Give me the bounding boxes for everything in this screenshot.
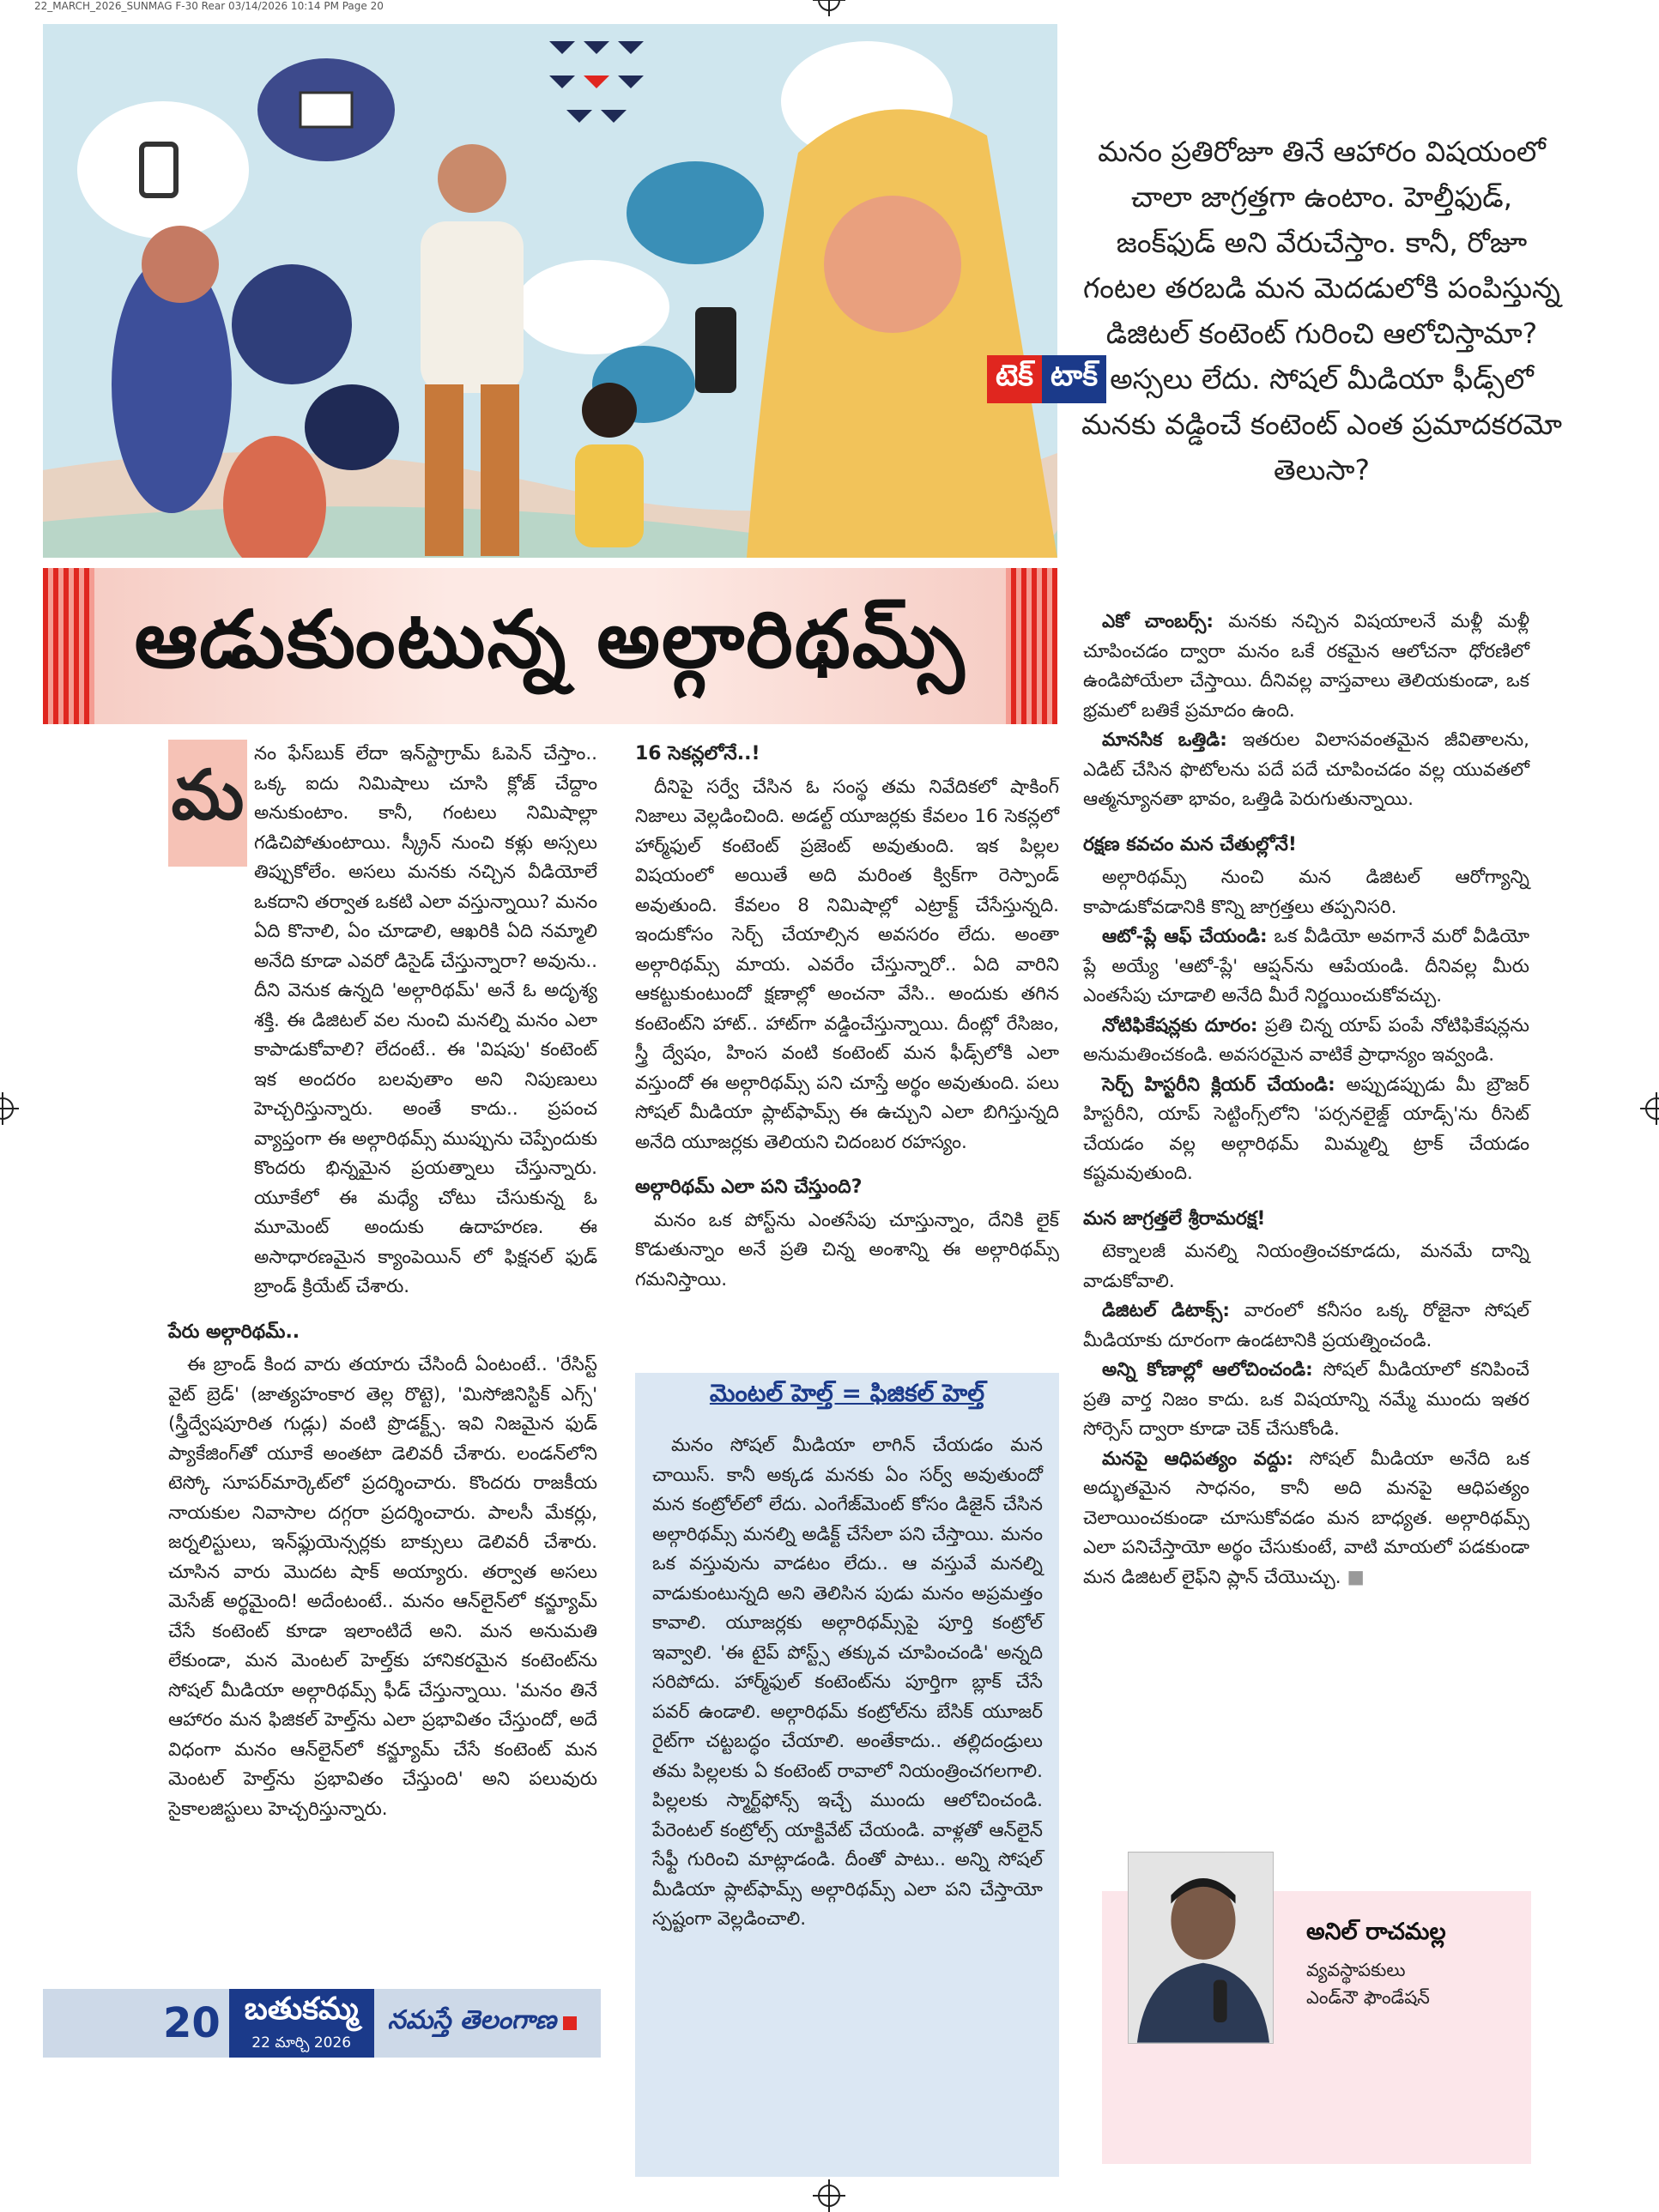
newspaper-name: నమస్తే తెలంగాణ bbox=[387, 2005, 557, 2035]
column-1 bbox=[168, 740, 597, 1824]
col3-bold-10: మనపై ఆధిపత్యం వద్దు: bbox=[1102, 1447, 1294, 1470]
col2-paragraph-1: దీనిపై సర్వే చేసిన ఓ సంస్థ తమ నివేదికలో షాకింగ్ నిజాలు వెల్లడించింది. అడల్ట్ యూజర్లకు కేవలం 16 సెకన్లలో హార్మ్‌ఫుల్ కంటెంట్ ప్రజెంట్ అవుతుంది. ఇక పిల్లల విషయంలో అయితే అది మరింత క్విక్‌గా రెస్పాండ్ అవుతుంది. కేవలం 8 నిమిషాల్లో ఎట్రాక్ట్ చేసేస్తున్నది. ఇందుకోసం సెర్చ్ చేయాల్సిన అవసరం లేదు. అంతా అల్గారిథమ్స్ మాయ. ఎవరేం చేస్తున్నారో.. ఏది వారిని ఆకట్టుకుంటుందో క్షణాల్లో అంచనా వేసి.. అందుకు తగిన కంటెంట్‌ని హాట్.. హాట్‌గా వడ్డించేస్తున్నాయి. దీంట్లో రేసిజం, స్త్రీ ద్వేషం, హింస వంటి కంటెంట్ మన ఫీడ్స్‌లోకి ఎలా వస్తుందో ఈ అల్గారిథమ్స్ పని చూస్తే అర్థం అవుతుంది. పలు సోషల్ మీడియా ప్లాట్‌ఫామ్స్ ఈ ఉచ్చుని ఎలా బిగిస్తున్నది అనేది యూజర్లకు తెలియని చిదంబర రహస్యం. bbox=[635, 776, 1059, 1153]
col3-text-2: ఇతరుల విలాసవంతమైన జీవితాలను, ఎడిట్ చేసిన ఫొటోలను పదే పదే చూపించడం వల్ల యువతలో ఆత్మన్యూనతా భావం, ఒత్తిడి పెరుగుతున్నాయి. bbox=[1083, 729, 1529, 810]
hero-illustration bbox=[43, 24, 1057, 558]
page-number: 20 bbox=[163, 1999, 221, 2047]
footer-folio bbox=[43, 1989, 601, 2058]
col3-text-5: ప్రతి చిన్న యాప్ పంపే నోటిఫికేషన్లను అనుమతించకండి. అవసరమైన వాటికే ప్రాధాన్యం ఇవ్వండి. bbox=[1083, 1014, 1529, 1066]
title-band bbox=[43, 568, 1057, 724]
col3-text-7: టెక్నాలజీ మనల్ని నియంత్రించకూడదు, మనమే దాన్ని వాడుకోవాలి. bbox=[1083, 1241, 1529, 1292]
col3-text-8: వారంలో కనీసం ఒక్క రోజైనా సోషల్ మీడియాకు దూరంగా ఉండటానికి ప్రయత్నించండి. bbox=[1083, 1300, 1529, 1351]
title-stripes-right bbox=[1006, 568, 1057, 724]
box-paragraph: మనం సోషల్ మీడియా లాగిన్ చేయడం మన చాయిస్. కానీ అక్కడ మనకు ఏం సర్వ్ అవుతుందో మన కంట్రోల్‌లో లేదు. ఎంగేజ్‌మెంట్ కోసం డిజైన్ చేసిన అల్గారిథమ్స్ మనల్ని అడిక్ట్ చేసేలా పని చేస్తాయి. మనం ఒక వస్తువును వాడటం లేదు.. ఆ వస్తువే మనల్ని వాడుకుంటున్నది అని తెలిసిన పుడు మనం అప్రమత్తం కావాలి. యూజర్లకు అల్గారిథమ్స్‌పై పూర్తి కంట్రోల్ ఇవ్వాలి. 'ఈ టైప్ పోస్ట్స్ తక్కువ చూపించండి' అన్నది సరిపోదు. హార్మ్‌ఫుల్ కంటెంట్‌ను పూర్తిగా బ్లాక్ చేసే పవర్ ఉండాలి. అల్గారిథమ్ కంట్రోల్‌ను బేసిక్ యూజర్ రైట్‌గా చట్టబద్ధం చేయాలి. అంతేకాదు.. తల్లిదండ్రులు తమ పిల్లలకు ఏ కంటెంట్ రావాలో నియంత్రించగలగాలి. పిల్లలకు స్మార్ట్‌ఫోన్స్ ఇచ్చే ముందు ఆలోచించండి. పేరెంటల్ కంట్రోల్స్ యాక్టివేట్ చేయండి. వాళ్లతో ఆన్‌లైన్ సేఫ్టీ గురించి మాట్లాడండి. దీంతో పాటు.. అన్ని సోషల్ మీడియా ప్లాట్‌ఫామ్స్ అల్గారిథమ్స్ ఎలా పని చేస్తాయో స్పష్టంగా వెల్లడించాలి. bbox=[652, 1435, 1043, 1930]
col3-bold-9: అన్ని కోణాల్లో ఆలోచించండి: bbox=[1102, 1359, 1313, 1381]
col2-paragraph-2: మనం ఒక పోస్ట్‌ను ఎంతసేపు చూస్తున్నాం, దేనికి లైక్ కొడుతున్నాం అనే ప్రతి చిన్న అంశాన్ని ఈ అల్గారిథమ్స్ గమనిస్తాయి. bbox=[635, 1209, 1059, 1290]
article-title: ఆడుకుంటున్న అల్గారిథమ్స్ bbox=[134, 594, 966, 686]
publication-block bbox=[229, 1989, 374, 2058]
registration-mark-icon bbox=[1645, 1097, 1659, 1120]
end-mark-icon: ■ bbox=[1347, 1566, 1365, 1588]
col3-text-4: ఒక వీడియో అవగానే మరో వీడియో ప్లే అయ్యే 'ఆటో-ప్లే' ఆప్షన్‌ను ఆపేయండి. దీనివల్ల మీరు ఎంతసేపు చూడాలి అనేది మీరే నిర్ణయించుకోవచ్చు. bbox=[1083, 926, 1529, 1006]
col3-heading-3: రక్షణ కవచం మన చేతుల్లోనే! bbox=[1083, 833, 1297, 855]
author-role bbox=[1306, 1956, 1430, 2011]
col2-heading-1: 16 సెకన్లలోనే..! bbox=[635, 743, 760, 765]
registration-mark-icon bbox=[818, 0, 840, 11]
col1-paragraph-2: ఈ బ్రాండ్ కింద వారు తయారు చేసిందీ ఏంటంటే.. 'రేసిస్ట్ వైట్ బ్రెడ్' (జాత్యహంకార తెల్ల రొట్టె), 'మిసోజినిస్టిక్ ఎగ్స్' (స్త్రీద్వేషపూరిత గుడ్లు) వంటి ప్రొడక్ట్స్. ఇవి నిజమైన ఫుడ్ ప్యాకేజింగ్‌తో యూకే అంతటా డెలివరీ చేశారు. లండన్‌లోని టెస్కో సూపర్‌మార్కెట్‌లో ప్రదర్శించారు. కొందరు రాజకీయ నాయకుల నివాసాల దగ్గరా ప్రదర్శించారు. పాలసీ మేకర్లు, జర్నలిస్టులు, ఇన్‌ఫ్లుయెన్సర్లకు బాక్సులు డెలివరీ చేశారు. చూసిన వారు మొదట షాక్ అయ్యారు. తర్వాత అసలు మెసేజ్ అర్థమైంది! అదేంటంటే.. మనం ఆన్‌లైన్‌లో కన్జ్యూమ్ చేసే కంటెంట్ కూడా ఇలాంటిదే అని. మన అనుమతి లేకుండా, మన మెంటల్ హెల్త్‌కు హానికరమైన కంటెంట్‌ను సోషల్ మీడియా అల్గారిథమ్స్ ఫీడ్ చేస్తున్నాయి. 'మనం తినే ఆహారం మన ఫిజికల్ హెల్త్‌ను ఎలా ప్రభావితం చేస్తుందో, అదే విధంగా మనం ఆన్‌లైన్‌లో కన్జ్యూమ్ చేసే కంటెంట్ మన మెంటల్ హెల్త్‌ను ప్రభావితం చేస్తుంది' అని పలువురు సైకాలజిస్టులు హెచ్చరిస్తున్నారు. bbox=[168, 1354, 597, 1820]
box-text bbox=[652, 1431, 1043, 1935]
col1-heading-2: పేరు అల్గారిథమ్.. bbox=[168, 1321, 300, 1343]
registration-mark-icon bbox=[0, 1097, 14, 1120]
col3-text-6: అప్పుడప్పుడు మీ బ్రౌజర్ హిస్టరీని, యాప్ సెట్టింగ్స్‌లోని 'పర్సనలైజ్డ్ యాడ్స్'ను రీసెట్ చేయడం వల్ల అల్గారిథమ్ మిమ్మల్ని ట్రాక్ చేయడం కష్టమవుతుంది. bbox=[1083, 1073, 1529, 1184]
author-role-line-1: వ్యవస్థాపకులు bbox=[1306, 1960, 1406, 1980]
col3-bold-2: మానసిక ఒత్తిడి: bbox=[1102, 729, 1227, 751]
col1-paragraph-1: నం ఫేస్‌బుక్ లేదా ఇన్‌స్టాగ్రామ్ ఓపెన్ చేస్తాం.. ఒక్క ఐదు నిమిషాలు చూసి క్లోజ్ చేద్దాం అనుకుంటాం. కానీ, గంటలు నిమిషాల్లా గడిచిపోతుంటాయి. స్క్రీన్ నుంచి కళ్లు అస్సలు తిప్పుకోలేం. అసలు మనకు నచ్చిన వీడియోలే ఒకదాని తర్వాత ఒకటి ఎలా వస్తున్నాయి? మనం ఏది కొనాలి, ఏం చూడాలి, ఆఖరికి ఏది నమ్మాలి అనేది కూడా ఎవరో డిసైడ్ చేస్తున్నారా? అవును.. దీని వెనుక ఉన్నది 'అల్గారిథమ్' అనే ఓ అదృశ్య శక్తి. ఈ డిజిటల్ వల నుంచి మనల్ని మనం ఎలా కాపాడుకోవాలి? లేదంటే.. ఈ 'విషపు' కంటెంట్ ఇక అందరం బలవుతాం అని నిపుణులు హెచ్చరిస్తున్నారు. అంతే కాదు.. ప్రపంచ వ్యాప్తంగా ఈ అల్గారిథమ్స్ ముప్పును చెప్పేందుకు కొందరు భిన్నమైన ప్రయత్నాలు చేస్తున్నారు. యూకేలో ఈ మధ్యే చోటు చేసుకున్న ఓ మూమెంట్ అందుకు ఉదాహరణ. ఈ అసాధారణమైన క్యాంపెయిన్ లో ఫిక్షనల్ ఫుడ్ బ్రాండ్ క్రియేట్ చేశారు. bbox=[254, 743, 598, 1297]
col3-text-9: సోషల్ మీడియాలో కనిపించే ప్రతి వార్త నిజం కాదు. ఒక విషయాన్ని నమ్మే ముందు ఇతర సోర్సెస్ ద్వారా కూడా చెక్ చేసుకోండి. bbox=[1083, 1359, 1529, 1440]
col3-bold-6: సెర్చ్ హిస్టరీని క్లియర్ చేయండి: bbox=[1102, 1073, 1335, 1096]
section-tag-part1: టెక్ bbox=[987, 355, 1042, 403]
author-role-line-2: ఎండ్‌నౌ ఫౌండేషన్ bbox=[1306, 1987, 1430, 2008]
registration-mark-icon bbox=[818, 2185, 840, 2207]
col3-text-3: అల్గారిథమ్స్ నుంచి మన డిజిటల్ ఆరోగ్యాన్ని కాపాడుకోవడానికి కొన్ని జాగ్రత్తలు తప్పనిసరి. bbox=[1083, 867, 1529, 918]
col3-heading-7: మన జాగ్రత్తలే శ్రీరామరక్ష! bbox=[1083, 1207, 1266, 1230]
column-3 bbox=[1083, 607, 1529, 1593]
publication-date: 22 మార్చి 2026 bbox=[251, 2034, 352, 2052]
print-slug: 22_MARCH_2026_SUNMAG F-30 Rear 03/14/2026 10:14 PM Page 20 bbox=[34, 0, 384, 12]
section-tag-part2: టాక్ bbox=[1042, 355, 1106, 403]
col3-bold-8: డిజిటల్ డిటాక్స్: bbox=[1102, 1300, 1230, 1321]
publication-name: బతుకమ్మ bbox=[244, 1991, 359, 2027]
column-2 bbox=[635, 740, 1059, 1295]
intro-text: మనం ప్రతిరోజూ తినే ఆహారం విషయంలో చాలా జాగ్రత్తగా ఉంటాం. హెల్తీఫుడ్, జంక్‌ఫుడ్ అని వేరుచేస్తాం. కానీ, రోజూ గంటల తరబడి మన మెదడులోకి పంపిస్తున్న డిజిటల్ కంటెంట్ గురించి ఆలోచిస్తామా? అస్సలు లేదు. సోషల్ మీడియా ఫీడ్స్‌లో మనకు వడ్డించే కంటెంట్ ఎంత ప్రమాదకరమో తెలుసా? bbox=[1081, 135, 1562, 487]
dropcap: మ bbox=[168, 740, 247, 867]
title-stripes-left bbox=[43, 568, 94, 724]
col3-text-1: మనకు నచ్చిన విషయాలనే మళ్లీ మళ్లీ చూపించడం ద్వారా మనం ఒకే రకమైన ఆలోచనా ధోరణిలో ఉండిపోయేలా చేస్తాయి. దీనివల్ల వాస్తవాలు తెలియకుండా, ఒక భ్రమలో బతికే ప్రమాదం ఉంది. bbox=[1083, 611, 1529, 722]
col3-bold-1: ఎకో చాంబర్స్: bbox=[1102, 611, 1214, 632]
author-photo bbox=[1128, 1852, 1274, 2044]
col3-bold-4: ఆటో-ప్లే ఆఫ్ చేయండి: bbox=[1102, 926, 1268, 947]
footer-square-icon bbox=[563, 2016, 577, 2030]
col2-heading-2: అల్గారిథమ్ ఎలా పని చేస్తుంది? bbox=[635, 1176, 863, 1198]
box-title: మెంటల్ హెల్త్ = ఫిజికల్ హెల్త్ bbox=[709, 1379, 985, 1407]
author-name: అనిల్ రాచమల్ల bbox=[1306, 1919, 1446, 1945]
col3-text-10: సోషల్ మీడియా అనేది ఒక అద్భుతమైన సాధనం, కానీ అది మనపై ఆధిపత్యం చెలాయించకుండా చూసుకోవడం మన బాధ్యత. అల్గారిథమ్స్ ఎలా పనిచేస్తాయో అర్థం చేసుకుంటే, వాటి మాయలో పడకుండా మన డిజిటల్ లైఫ్‌ని ప్లాన్ చేయొచ్చు. bbox=[1083, 1447, 1529, 1588]
col3-bold-5: నోటిఫికేషన్లకు దూరం: bbox=[1102, 1014, 1258, 1036]
